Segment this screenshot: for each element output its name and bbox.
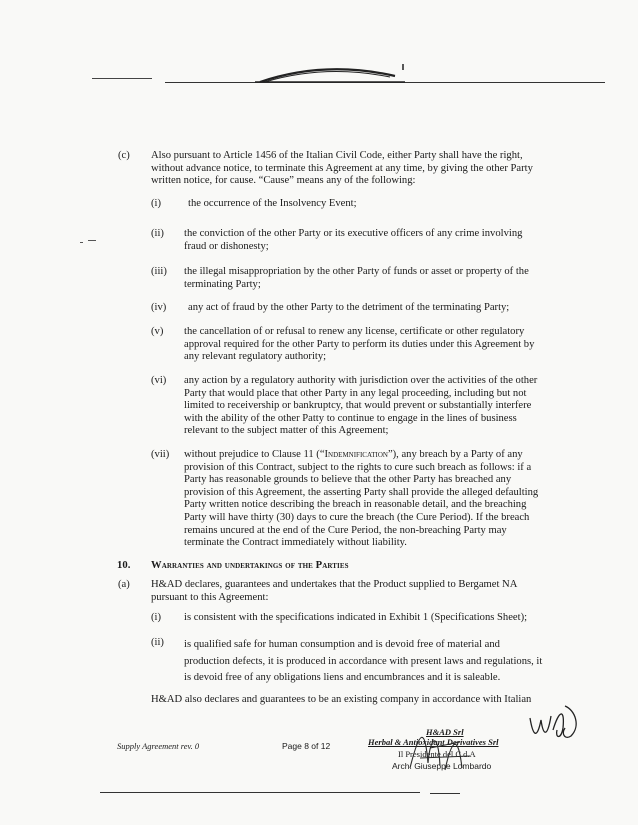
- item-vii-text: without prejudice to Clause 11 (“Indemnification”), any breach by a Party of any provision of this Contract, subject to the rights to cure such breach as follows: if a Party has reasonable grounds to believe that the other Party has breached any provision of this Agreement, the asserting Party shall provide the alleged defaulting Party written notice describing the breach in reasonable detail, and the breaching Party will have thirty (30) days to cure the breach (the Cure Period). If the breach remains uncured at the end of the Cure Period, the non-breaching Party may terminate the Contract immediately without liability.: [184, 449, 539, 549]
- clause-a-item-i-label: (i): [151, 612, 161, 623]
- clause-a-item-ii-label: (ii): [151, 637, 164, 648]
- footer-rule-right: [430, 793, 460, 794]
- item-v-label: (v): [151, 326, 164, 337]
- indemnification-term: Indemnification: [324, 449, 388, 460]
- item-v-text: the cancellation of or refusal to renew any license, certificate or other regulatory approval required for the other Party to perform its duties under this Agreement by any relevant regulatory authority;: [184, 326, 535, 363]
- stamp-company-short: H&AD Srl: [426, 727, 464, 737]
- clause-a-text: H&AD declares, guarantees and undertakes that the Product supplied to Bergamet NA pursuant to this Agreement:: [151, 579, 517, 603]
- header-rule-left: [92, 78, 152, 79]
- item-vi-text: any action by a regulatory authority with jurisdiction over the activities of the other Party that would place that other Party in any legal proceeding, including but not limited to receivership or bankruptcy, that would prevent or substantially interfere with the ability of the other Patty to continue to engage in the lines of business relevant to the subject matter of this Agreement;: [184, 375, 538, 437]
- scan-speck: [88, 240, 96, 241]
- item-vi-label: (vi): [151, 375, 167, 386]
- arched-logo: [255, 58, 415, 88]
- clause-a-item-ii-text: is qualified safe for human consumption and is devoid free of material and production defects, it is produced in accordance with present laws and regulations, it is devoid free of any obligations liens and encumbrances and it is saleable.: [184, 639, 543, 683]
- item-iv-label: (iv): [151, 302, 167, 313]
- footer-doc-ref: Supply Agreement rev. 0: [117, 741, 200, 751]
- item-iii-label: (iii): [151, 266, 167, 277]
- clause-a-item-i-text: is consistent with the specifications indicated in Exhibit 1 (Specifications Sheet);: [184, 612, 528, 623]
- item-vii-label: (vii): [151, 449, 170, 460]
- clause-a-label: (a): [118, 579, 130, 590]
- item-i-text: the occurrence of the Insolvency Event;: [188, 198, 357, 209]
- section-10-number: 10.: [117, 560, 131, 571]
- footer-page-number: Page 8 of 12: [282, 741, 331, 751]
- item-iv-text: any act of fraud by the other Party to the detriment of the terminating Party;: [188, 302, 510, 313]
- item-i-label: (i): [151, 198, 161, 209]
- clause-c-text: Also pursuant to Article 1456 of the Italian Civil Code, either Party shall have the right, without advance notice, to terminate this Agreement at any time, by giving the other Party written notice, for cause. “Cause” means any of the following:: [151, 150, 533, 187]
- section-10-title: Warranties and undertakings of the Parties: [151, 560, 349, 571]
- footer-rule: [100, 792, 420, 793]
- stamp-role: Il Presidente del C.d.A: [398, 749, 476, 759]
- stamp-company-full: Herbal & Antioxidant Derivatives Srl: [368, 737, 499, 747]
- signature-scribble: [400, 718, 480, 778]
- trailing-paragraph: H&AD also declares and guarantees to be an existing company in accordance with Italian: [151, 694, 532, 705]
- item-ii-text: the conviction of the other Party or its executive officers of any crime involving fraud or dishonesty;: [184, 228, 523, 252]
- clause-c-label: (c): [118, 150, 130, 161]
- item-ii-label: (ii): [151, 228, 164, 239]
- signature-initials: [525, 700, 585, 750]
- item-iii-text: the illegal misappropriation by the other Party of funds or asset or property of the terminating Party;: [184, 266, 529, 290]
- scan-speck: [80, 242, 83, 243]
- stamp-person: Arch. Giuseppe Lombardo: [392, 761, 492, 771]
